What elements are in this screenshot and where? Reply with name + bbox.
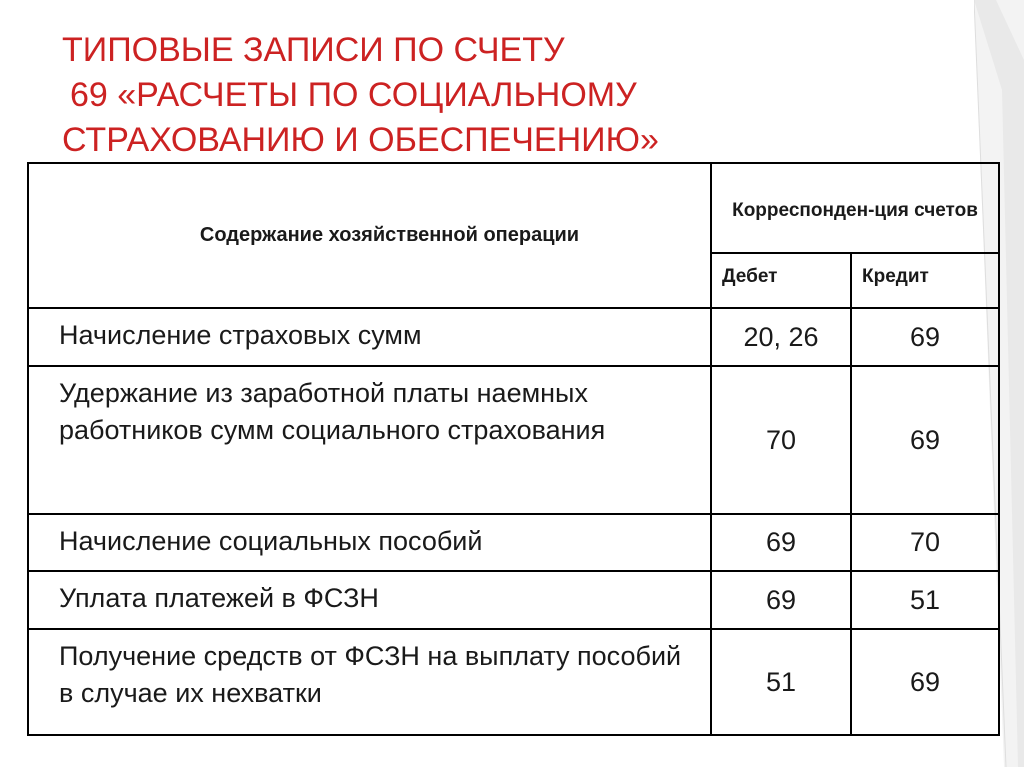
table-row — [28, 629, 999, 735]
debit-cell: 69 — [711, 514, 851, 571]
credit-cell: 51 — [851, 571, 999, 629]
header-credit: Кредит — [851, 253, 999, 308]
table-row — [28, 514, 999, 571]
header-debit: Дебет — [711, 253, 851, 308]
operation-cell: Получение средств от ФСЗН на выплату пособий в случае их нехватки — [28, 629, 711, 735]
debit-cell: 69 — [711, 571, 851, 629]
table-row — [28, 571, 999, 629]
table-row — [28, 366, 999, 514]
header-operation: Содержание хозяйственной операции — [28, 163, 711, 308]
credit-cell: 69 — [851, 366, 999, 514]
credit-cell: 70 — [851, 514, 999, 571]
operation-cell: Уплата платежей в ФСЗН — [28, 571, 711, 629]
credit-cell: 69 — [851, 629, 999, 735]
title-line-2: 69 «РАСЧЕТЫ ПО СОЦИАЛЬНОМУ — [70, 76, 637, 114]
debit-cell: 20, 26 — [711, 308, 851, 366]
debit-cell: 51 — [711, 629, 851, 735]
title-line-3: СТРАХОВАНИЮ И ОБЕСПЕЧЕНИЮ» — [62, 121, 659, 159]
title-line-1: ТИПОВЫЕ ЗАПИСИ ПО СЧЕТУ — [62, 31, 565, 69]
debit-cell: 70 — [711, 366, 851, 514]
table-header-row — [28, 163, 999, 253]
operation-cell: Начисление страховых сумм — [28, 308, 711, 366]
header-correspondence: Корреспонден-ция счетов — [711, 163, 999, 253]
table-row — [28, 308, 999, 366]
accounting-entries-table — [27, 162, 1000, 736]
operation-cell: Начисление социальных пособий — [28, 514, 711, 571]
operation-cell: Удержание из заработной платы наемных работников сумм социального страхования — [28, 366, 711, 514]
credit-cell: 69 — [851, 308, 999, 366]
slide-title — [62, 28, 659, 163]
